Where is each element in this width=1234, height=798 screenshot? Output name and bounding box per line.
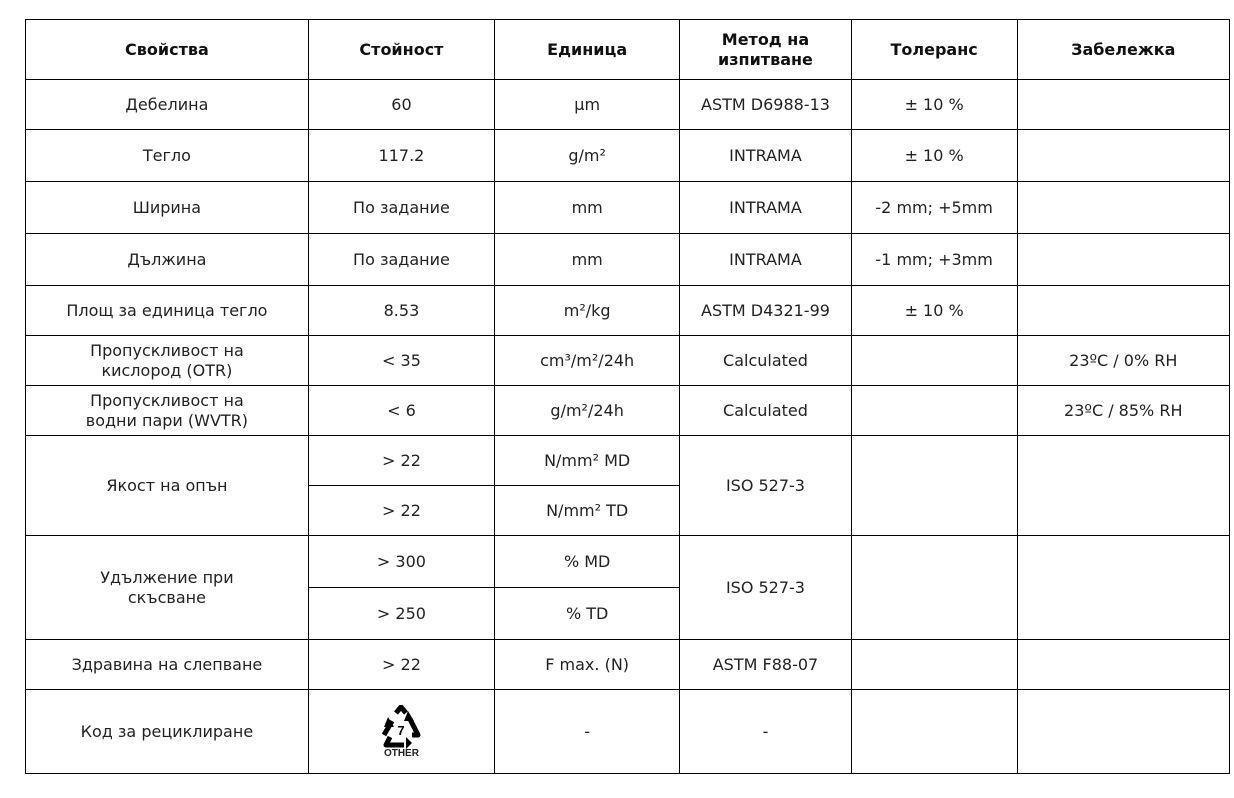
unit-cell: g/m²	[495, 130, 680, 182]
unit-cell: F max. (N)	[495, 640, 680, 690]
table-row	[26, 690, 1230, 774]
note-cell: 23ºC / 85% RH	[1017, 386, 1229, 436]
table-row	[26, 130, 1230, 182]
property-text: Удължение при скъсване	[100, 567, 234, 607]
note-cell	[1017, 286, 1229, 336]
tolerance-cell	[851, 640, 1017, 690]
tolerance-cell: -1 mm; +3mm	[851, 234, 1017, 286]
header-method	[680, 20, 852, 80]
property-text: Пропускливост на водни пари (WVTR)	[85, 390, 249, 430]
note-cell	[1017, 182, 1229, 234]
note-cell	[1017, 536, 1229, 640]
unit-cell: µm	[495, 80, 680, 130]
header-note: Забележка	[1017, 20, 1229, 80]
method-cell: INTRAMA	[680, 234, 852, 286]
property-cell	[26, 336, 309, 386]
property-text: Пропускливост на кислород (OTR)	[90, 340, 244, 380]
unit-cell: % TD	[495, 588, 680, 640]
value-cell: < 6	[308, 386, 494, 436]
table-row	[26, 286, 1230, 336]
property-cell: Дължина	[26, 234, 309, 286]
table-row	[26, 234, 1230, 286]
note-cell: 23ºC / 0% RH	[1017, 336, 1229, 386]
method-cell: Calculated	[680, 386, 852, 436]
tolerance-cell	[851, 436, 1017, 536]
recycling-triangle-icon	[378, 705, 424, 749]
method-cell: INTRAMA	[680, 182, 852, 234]
tolerance-cell	[851, 690, 1017, 774]
value-cell: > 250	[308, 588, 494, 640]
recycling-code-number: 7	[397, 722, 406, 738]
note-cell	[1017, 80, 1229, 130]
table-row	[26, 640, 1230, 690]
recycling-code-label: OTHER	[383, 747, 419, 759]
table-row	[26, 436, 1230, 486]
note-cell	[1017, 436, 1229, 536]
header-value: Стойност	[308, 20, 494, 80]
property-cell	[26, 386, 309, 436]
table-row	[26, 336, 1230, 386]
unit-cell: N/mm² TD	[495, 486, 680, 536]
method-cell: ISO 527-3	[680, 536, 852, 640]
value-cell: < 35	[308, 336, 494, 386]
property-cell: Здравина на слепване	[26, 640, 309, 690]
unit-cell: % MD	[495, 536, 680, 588]
tolerance-cell: -2 mm; +5mm	[851, 182, 1017, 234]
property-cell: Тегло	[26, 130, 309, 182]
header-row	[26, 20, 1230, 80]
unit-cell: mm	[495, 234, 680, 286]
note-cell	[1017, 234, 1229, 286]
table-row	[26, 536, 1230, 588]
value-cell: > 300	[308, 536, 494, 588]
unit-cell: m²/kg	[495, 286, 680, 336]
value-cell: 8.53	[308, 286, 494, 336]
note-cell	[1017, 640, 1229, 690]
header-method-label: Метод на изпитване	[718, 29, 813, 69]
tolerance-cell	[851, 386, 1017, 436]
value-cell: По задание	[308, 234, 494, 286]
table-row	[26, 386, 1230, 436]
recycling-symbol-icon	[378, 705, 424, 759]
method-cell: Calculated	[680, 336, 852, 386]
method-cell: ISO 527-3	[680, 436, 852, 536]
property-cell: Дебелина	[26, 80, 309, 130]
value-cell: По задание	[308, 182, 494, 234]
table-row	[26, 182, 1230, 234]
tolerance-cell	[851, 536, 1017, 640]
table-row	[26, 80, 1230, 130]
tolerance-cell	[851, 336, 1017, 386]
property-cell: Якост на опън	[26, 436, 309, 536]
note-cell	[1017, 690, 1229, 774]
header-unit: Единица	[495, 20, 680, 80]
value-cell: > 22	[308, 640, 494, 690]
method-cell: -	[680, 690, 852, 774]
property-cell: Код за рециклиране	[26, 690, 309, 774]
property-cell: Ширина	[26, 182, 309, 234]
property-cell	[26, 536, 309, 640]
value-cell: 117.2	[308, 130, 494, 182]
method-cell: INTRAMA	[680, 130, 852, 182]
value-cell: > 22	[308, 486, 494, 536]
note-cell	[1017, 130, 1229, 182]
tolerance-cell: ± 10 %	[851, 130, 1017, 182]
unit-cell: N/mm² MD	[495, 436, 680, 486]
value-cell: > 22	[308, 436, 494, 486]
method-cell: ASTM D6988-13	[680, 80, 852, 130]
header-tolerance: Толеранс	[851, 20, 1017, 80]
tolerance-cell: ± 10 %	[851, 80, 1017, 130]
value-cell: 60	[308, 80, 494, 130]
unit-cell: mm	[495, 182, 680, 234]
unit-cell: cm³/m²/24h	[495, 336, 680, 386]
unit-cell: -	[495, 690, 680, 774]
property-cell: Площ за единица тегло	[26, 286, 309, 336]
header-property: Свойства	[26, 20, 309, 80]
method-cell: ASTM F88-07	[680, 640, 852, 690]
properties-table	[25, 19, 1230, 774]
method-cell: ASTM D4321-99	[680, 286, 852, 336]
value-cell	[308, 690, 494, 774]
unit-cell: g/m²/24h	[495, 386, 680, 436]
tolerance-cell: ± 10 %	[851, 286, 1017, 336]
